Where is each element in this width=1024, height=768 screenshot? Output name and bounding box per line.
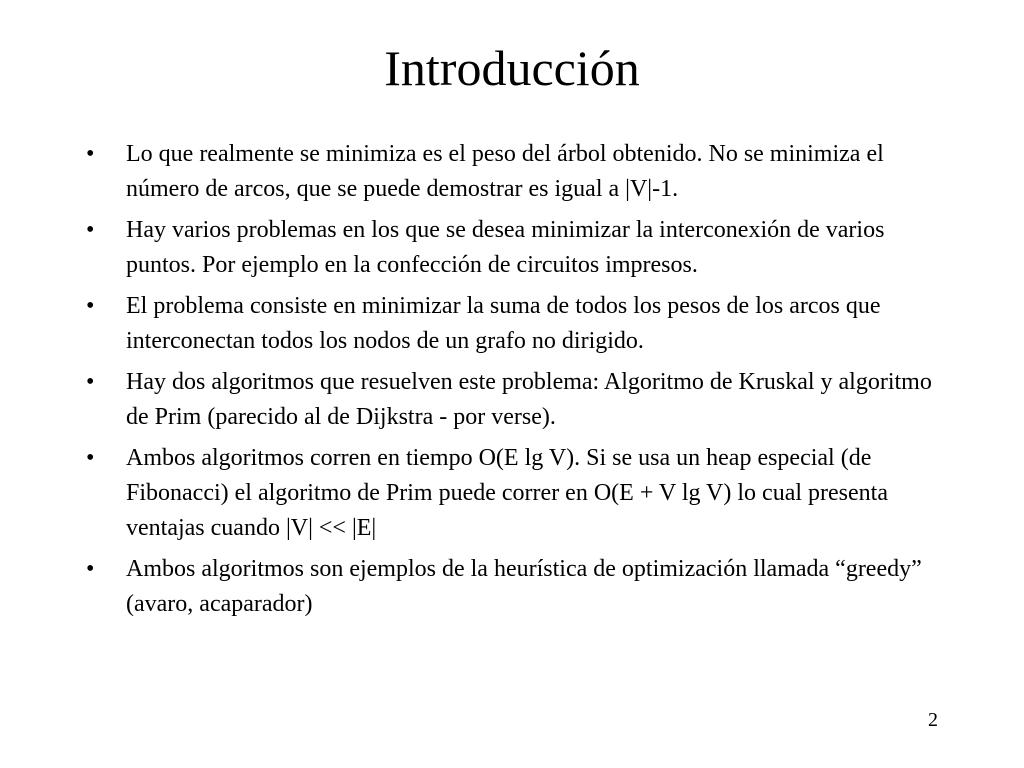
bullet-marker: •	[86, 556, 95, 582]
bullet-text: El problema consiste en minimizar la suma de todos los pesos de los arcos que interconectan todos los nodos de un grafo no dirigido.	[126, 293, 881, 354]
bullet-text: Hay varios problemas en los que se desea minimizar la interconexión de varios puntos. Por ejemplo en la confección de circuitos impresos.	[126, 217, 885, 278]
bullet-item	[86, 365, 946, 435]
bullet-marker: •	[86, 293, 95, 319]
bullet-list	[86, 137, 946, 628]
bullet-marker: •	[86, 445, 95, 471]
bullet-item	[86, 441, 946, 546]
bullet-text: Ambos algoritmos son ejemplos de la heurística de optimización llamada “greedy” (avaro, acaparador)	[126, 556, 922, 617]
slide-title: Introducción	[384, 40, 640, 96]
bullet-item	[86, 137, 946, 207]
page-number: 2	[928, 709, 938, 731]
bullet-marker: •	[86, 369, 95, 395]
bullet-item	[86, 289, 946, 359]
bullet-text: Ambos algoritmos corren en tiempo O(E lg V). Si se usa un heap especial (de Fibonacci) el algoritmo de Prim puede correr en O(E + V lg V) lo cual presenta ventajas cuando |V| << |E|	[126, 445, 888, 541]
bullet-marker: •	[86, 217, 95, 243]
bullet-text: Lo que realmente se minimiza es el peso del árbol obtenido. No se minimiza el número de arcos, que se puede demostrar es igual a |V|-1.	[126, 141, 884, 202]
bullet-marker: •	[86, 141, 95, 167]
bullet-text: Hay dos algoritmos que resuelven este problema: Algoritmo de Kruskal y algoritmo de Prim (parecido al de Dijkstra - por verse).	[126, 369, 932, 430]
bullet-item	[86, 552, 946, 622]
bullet-item	[86, 213, 946, 283]
